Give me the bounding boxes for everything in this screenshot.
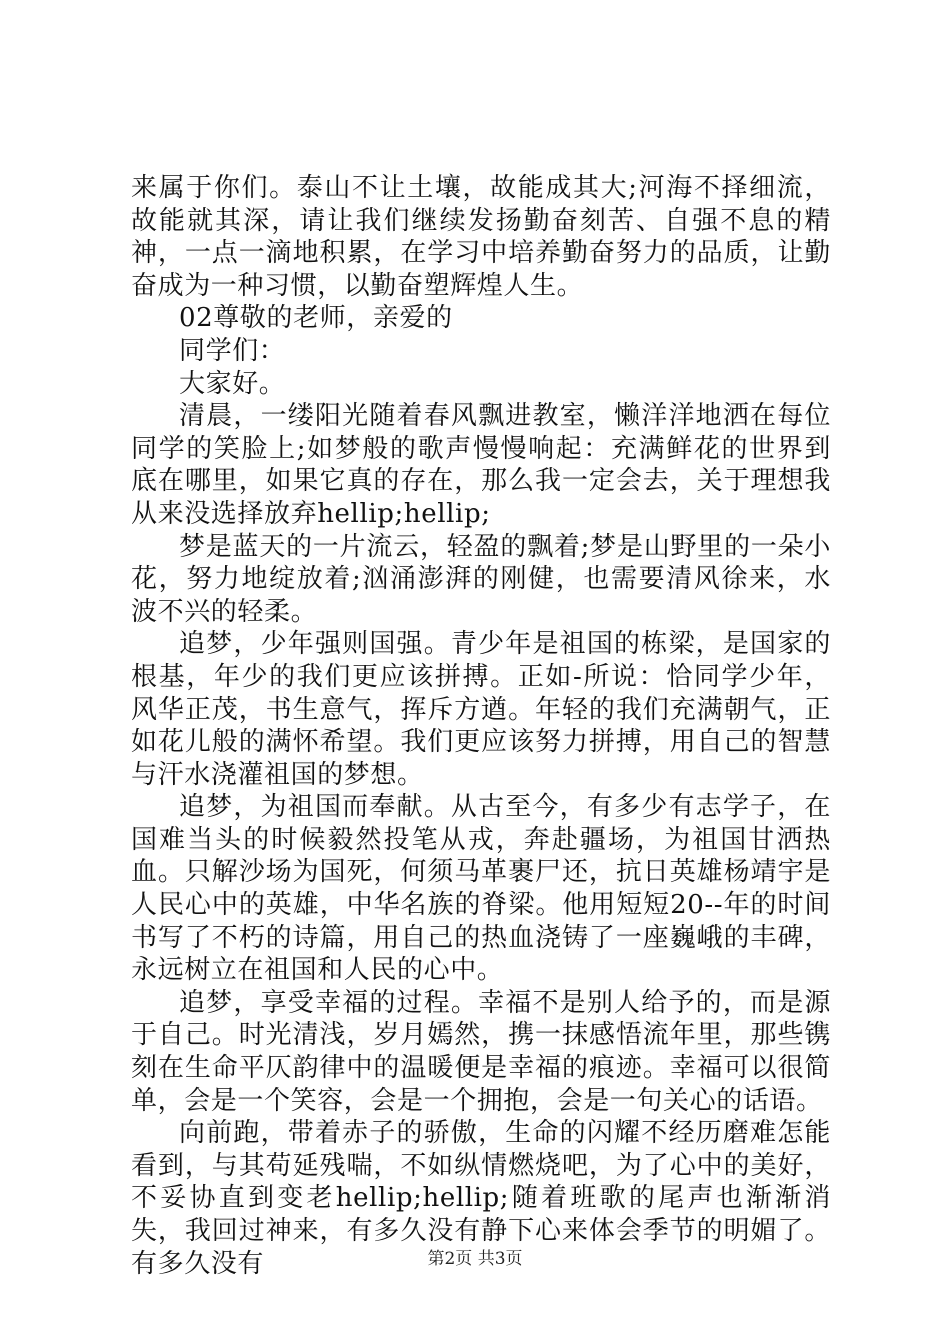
- paragraph-8: 追梦，为祖国而奉献。从古至今，有多少有志学子，在国难当头的时候毅然投笔从戎，奔赴疆场，为祖国甘洒热血。只解沙场为国死，何须马革裹尸还，抗日英雄杨靖宇是人民心中的英雄，中华名族的脊梁。他用短短20--年的时间书写了不朽的诗篇，用自己的热血浇铸了一座巍峨的丰碑，永远树立在祖国和人民的心中。: [131, 792, 831, 986]
- paragraph-4: 大家好。: [179, 368, 286, 399]
- paragraph-9: 追梦，享受幸福的过程。幸福不是别人给予的，而是源于自己。时光清浅，岁月嫣然，携一抹感悟流年里，那些镌刻在生命平仄韵律中的温暖便是幸福的痕迹。幸福可以很简单，会是一个笑容，会是一个拥抱，会是一句关心的话语。: [131, 987, 831, 1116]
- paragraph-5: 清晨，一缕阳光随着春风飘进教室，懒洋洋地洒在每位同学的笑脸上;如梦般的歌声慢慢响起：充满鲜花的世界到底在哪里，如果它真的存在，那么我一定会去，关于理想我从来没选择放弃hellip;hellip;: [131, 401, 831, 529]
- paragraph-2: 02尊敬的老师，亲爱的: [179, 303, 453, 334]
- paragraph-3: 同学们：: [179, 335, 286, 366]
- document-body: [131, 172, 831, 1280]
- paragraph-1: 来属于你们。泰山不让土壤，故能成其大;河海不择细流，故能就其深，请让我们继续发扬勤奋刻苦、自强不息的精神，一点一滴地积累，在学习中培养勤奋努力的品质，让勤奋成为一种习惯，以勤奋塑辉煌人生。: [131, 173, 831, 301]
- paragraph-6: 梦是蓝天的一片流云，轻盈的飘着;梦是山野里的一朵小花，努力地绽放着;汹涌澎湃的刚健，也需要清风徐来，水波不兴的轻柔。: [131, 531, 831, 627]
- page-footer: [0, 1244, 950, 1269]
- page-number: 第2页 共3页: [427, 1249, 523, 1269]
- paragraph-10: 向前跑，带着赤子的骄傲，生命的闪耀不经历磨难怎能看到，与其苟延残喘，不如纵情燃烧吧，为了心中的美好，不妥协直到变老hellip;hellip;随着班歌的尾声也渐渐消失，我回过神来，有多久没有静下心来体会季节的明媚了。有多久没有: [131, 1118, 831, 1279]
- paragraph-7: 追梦，少年强则国强。青少年是祖国的栋梁，是国家的根基，年少的我们更应该拼搏。正如-所说：恰同学少年，风华正茂，书生意气，挥斥方遒。年轻的我们充满朝气，正如花儿般的满怀希望。我们更应该努力拼搏，用自己的智慧与汗水浇灌祖国的梦想。: [131, 629, 831, 790]
